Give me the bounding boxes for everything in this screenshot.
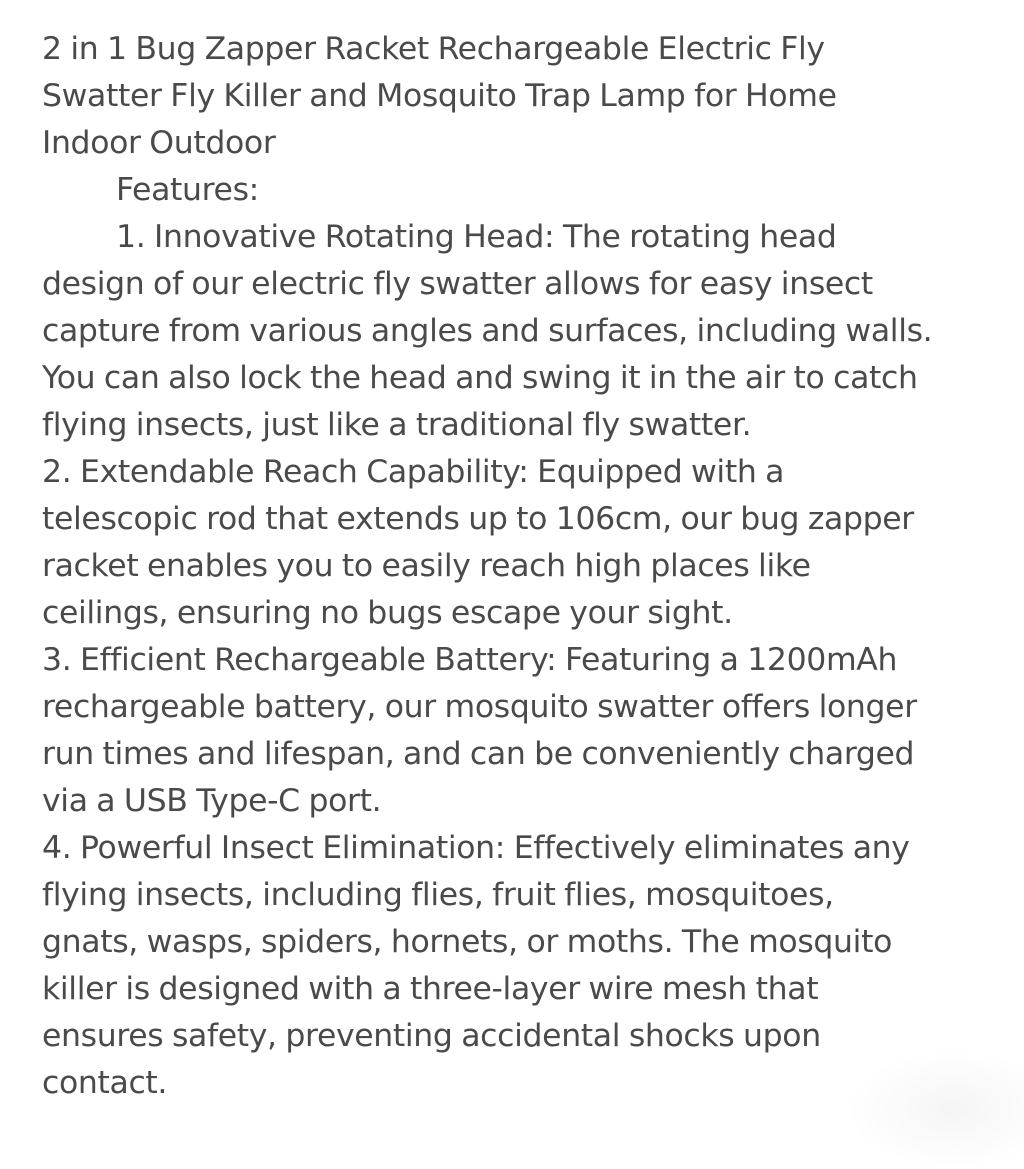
feature-line: flying insects, including flies, fruit flies, mosquitoes, (42, 877, 834, 913)
title-line: Swatter Fly Killer and Mosquito Trap Lamp for Home (42, 78, 837, 114)
title-line: Indoor Outdoor (42, 125, 276, 161)
feature-line: killer is designed with a three-layer wire mesh that (42, 971, 819, 1007)
feature-line: design of our electric fly swatter allows for easy insect (42, 266, 873, 302)
feature-line: run times and lifespan, and can be conveniently charged (42, 736, 915, 772)
feature-line: ceilings, ensuring no bugs escape your sight. (42, 595, 733, 631)
feature-line: gnats, wasps, spiders, hornets, or moths. The mosquito (42, 924, 892, 960)
feature-rotating-head (42, 214, 992, 449)
feature-extendable-reach (42, 449, 992, 637)
title-line: 2 in 1 Bug Zapper Racket Rechargeable Electric Fly (42, 31, 825, 67)
feature-line: contact. (42, 1065, 168, 1101)
product-title (42, 26, 992, 167)
features-heading: Features: (116, 172, 259, 208)
feature-line: telescopic rod that extends up to 106cm, our bug zapper (42, 501, 914, 537)
feature-insect-elimination (42, 825, 992, 1107)
feature-line: ensures safety, preventing accidental shocks upon (42, 1018, 821, 1054)
feature-line: racket enables you to easily reach high places like (42, 548, 811, 584)
feature-line: 2. Extendable Reach Capability: Equipped with a (42, 454, 785, 490)
feature-line: rechargeable battery, our mosquito swatter offers longer (42, 689, 917, 725)
feature-line: 1. Innovative Rotating Head: The rotating head (116, 219, 837, 255)
feature-line: via a USB Type-C port. (42, 783, 382, 819)
feature-line: flying insects, just like a traditional fly swatter. (42, 407, 752, 443)
feature-line: 4. Powerful Insect Elimination: Effectively eliminates any (42, 830, 910, 866)
feature-line: capture from various angles and surfaces, including walls. (42, 313, 933, 349)
feature-line: 3. Efficient Rechargeable Battery: Featuring a 1200mAh (42, 642, 898, 678)
product-description (42, 26, 992, 1107)
feature-rechargeable-battery (42, 637, 992, 825)
feature-line: You can also lock the head and swing it in the air to catch (42, 360, 918, 396)
